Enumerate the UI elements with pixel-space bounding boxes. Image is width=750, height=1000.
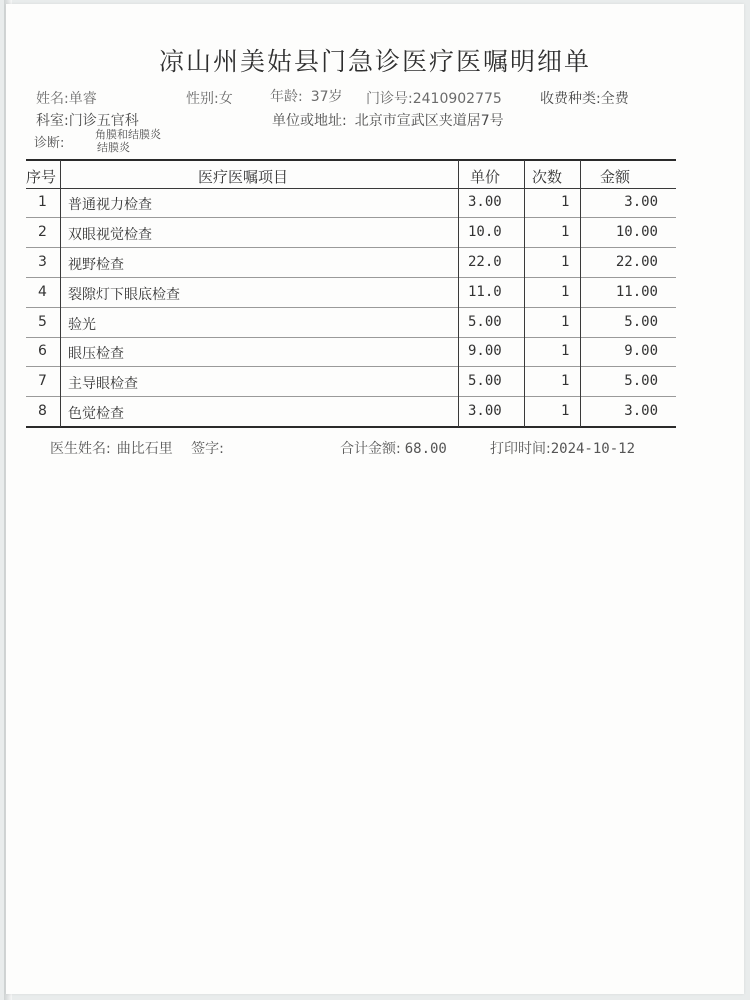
row-item: 双眼视觉检查 [68, 227, 152, 243]
row-index: 4 [38, 284, 47, 300]
row-price: 10.0 [468, 224, 502, 240]
row-index: 1 [38, 194, 47, 210]
col-divider [60, 160, 61, 427]
diagnosis-line-2: 结膜炎 [97, 141, 130, 154]
department-value: 门诊五官科 [68, 113, 139, 129]
signature-label: 签字: [191, 441, 224, 457]
doctor-value: 曲比石里 [116, 441, 173, 457]
row-price: 22.0 [468, 254, 502, 270]
row-price: 3.00 [468, 194, 502, 210]
row-index: 7 [38, 373, 47, 389]
header-price: 单价 [470, 168, 501, 186]
address-label: 单位或地址: [272, 113, 347, 129]
row-price: 3.00 [468, 403, 502, 419]
address-field [272, 110, 504, 130]
patient-name-field [36, 88, 97, 108]
row-index: 3 [38, 254, 47, 270]
clinic-number-field [366, 88, 502, 108]
row-rule [26, 307, 676, 308]
row-item: 主导眼检查 [68, 376, 138, 392]
row-amount: 9.00 [624, 343, 658, 359]
row-item: 裂隙灯下眼底检查 [68, 287, 180, 303]
table-header-rule [26, 188, 676, 189]
total-label: 合计金额: [340, 441, 401, 457]
print-date-label: 打印时间: [490, 441, 551, 457]
row-price: 9.00 [468, 343, 502, 359]
row-rule [26, 366, 676, 367]
header-qty: 次数 [532, 168, 563, 186]
row-amount: 3.00 [624, 403, 658, 419]
col-divider [458, 160, 459, 427]
row-qty: 1 [561, 254, 570, 270]
clinic-number-label: 门诊号: [366, 91, 413, 107]
patient-gender-value: 女 [218, 91, 233, 107]
patient-age-label: 年龄: [270, 89, 303, 105]
col-divider [580, 160, 581, 427]
row-item: 色觉检查 [68, 406, 124, 422]
row-item: 普通视力检查 [68, 197, 152, 213]
col-divider [524, 160, 525, 427]
row-price: 5.00 [468, 314, 502, 330]
row-amount: 10.00 [615, 224, 658, 240]
header-item: 医疗医嘱项目 [198, 168, 289, 186]
row-qty: 1 [561, 403, 570, 419]
row-qty: 1 [561, 343, 570, 359]
row-rule [26, 396, 676, 397]
patient-name-label: 姓名: [36, 91, 69, 107]
fee-type-value: 全费 [600, 91, 629, 107]
row-item: 验光 [68, 317, 96, 333]
row-rule [26, 247, 676, 248]
row-qty: 1 [561, 314, 570, 330]
doctor-label: 医生姓名: [50, 441, 111, 457]
diagnosis-value [95, 128, 161, 154]
patient-gender-label: 性别: [186, 91, 219, 107]
doctor-field [50, 438, 224, 458]
row-rule [26, 277, 676, 278]
fee-type-label: 收费种类: [540, 91, 601, 107]
patient-age-value: 37岁 [310, 89, 343, 105]
row-item: 视野检查 [68, 257, 124, 273]
row-amount: 5.00 [624, 373, 658, 389]
department-label: 科室: [36, 113, 69, 129]
patient-age-field [270, 86, 343, 106]
row-amount: 11.00 [615, 284, 658, 300]
address-value: 北京市宣武区夹道居7号 [354, 113, 504, 129]
header-amount: 金额 [600, 168, 631, 186]
department-field [36, 110, 139, 130]
row-index: 2 [38, 224, 47, 240]
row-amount: 22.00 [615, 254, 658, 270]
row-qty: 1 [561, 194, 570, 210]
diagnosis-line-1: 角膜和结膜炎 [95, 128, 161, 141]
row-qty: 1 [561, 284, 570, 300]
row-amount: 5.00 [624, 314, 658, 330]
row-amount: 3.00 [624, 194, 658, 210]
row-qty: 1 [561, 373, 570, 389]
patient-name-value: 单睿 [68, 91, 97, 107]
row-rule [26, 217, 676, 218]
row-price: 5.00 [468, 373, 502, 389]
diagnosis-label: 诊断: [34, 136, 65, 151]
row-price: 11.0 [468, 284, 502, 300]
document-title: 凉山州美姑县门急诊医疗医嘱明细单 [158, 47, 591, 76]
row-index: 5 [38, 314, 47, 330]
table-top-rule [26, 159, 676, 161]
patient-gender-field [186, 88, 233, 108]
row-item: 眼压检查 [68, 346, 124, 362]
fee-type-field [540, 88, 629, 108]
total-value: 68.00 [404, 441, 447, 457]
row-qty: 1 [561, 224, 570, 240]
row-rule [26, 337, 676, 338]
table-bottom-rule [26, 426, 676, 428]
total-field [340, 438, 447, 458]
row-index: 6 [38, 343, 47, 359]
clinic-number-value: 2410902775 [412, 91, 502, 107]
header-index: 序号 [26, 168, 57, 186]
row-index: 8 [38, 403, 47, 419]
print-date-value: 2024-10-12 [550, 441, 636, 457]
print-date-field [490, 438, 635, 458]
